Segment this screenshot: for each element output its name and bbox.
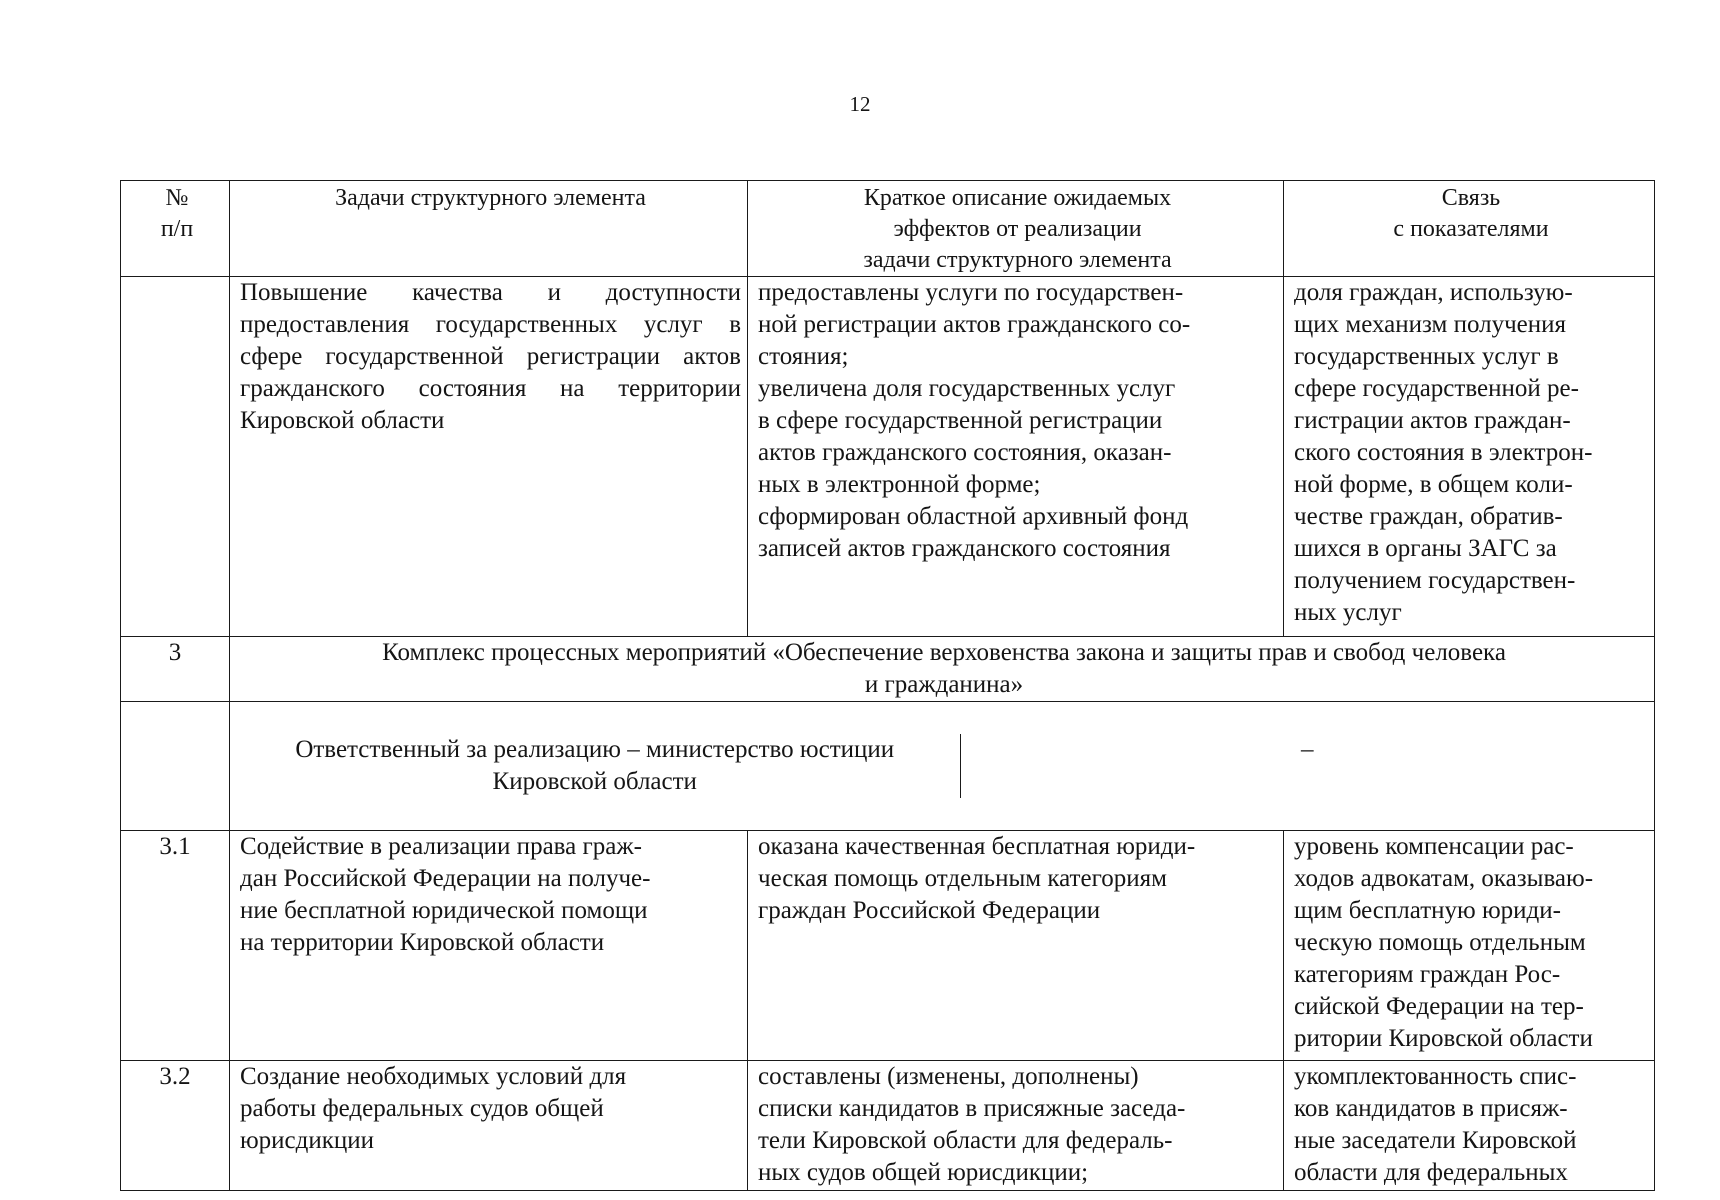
row-num bbox=[121, 277, 230, 637]
link-cell: уровень компенсации рас- ходов адвокатам, оказываю- щим бесплатную юриди- ческую помощь отдельным категориям граждан Рос- сийской Федерации на тер- ритории Кировской области bbox=[1284, 831, 1655, 1061]
page-number: 12 bbox=[849, 92, 871, 116]
responsible-value: – bbox=[960, 734, 1654, 798]
header-num: № п/п bbox=[121, 181, 230, 277]
effects-cell: предоставлены услуги по государствен- ной регистрации актов гражданского со- стояния; увеличена доля государственных услуг в сфере государственной регистрации актов гражданского состояния, оказан- ных в электронной форме; сформирован областной архивный фонд записей актов гражданского состояния bbox=[748, 277, 1284, 637]
row-num: 3.2 bbox=[121, 1061, 230, 1191]
header-tasks: Задачи структурного элемента bbox=[230, 181, 748, 277]
effects-cell: составлены (изменены, дополнены) списки кандидатов в присяжные заседа- тели Кировской области для федераль- ных судов общей юрисдикции; bbox=[748, 1061, 1284, 1191]
table-row bbox=[121, 277, 1655, 637]
header-effects: Краткое описание ожидаемых эффектов от реализации задачи структурного элемента bbox=[748, 181, 1284, 277]
task-cell: Создание необходимых условий для работы федеральных судов общей юрисдикции bbox=[230, 1061, 748, 1191]
header-link: Связь с показателями bbox=[1284, 181, 1655, 277]
section-num: 3 bbox=[121, 637, 230, 702]
table-row bbox=[121, 831, 1655, 1061]
row-num: 3.1 bbox=[121, 831, 230, 1061]
section-title: Комплекс процессных мероприятий «Обеспечение верховенства закона и защиты прав и свобод человека и гражданина» bbox=[230, 637, 1655, 702]
task-cell: Повышение качества и доступности предоставления государственных услуг в сфере государственной регистрации актов гражданского состояния на территории Кировской области bbox=[230, 277, 748, 637]
table-header-row bbox=[121, 181, 1655, 277]
effects-cell: оказана качественная бесплатная юриди- ческая помощь отдельным категориям граждан Российской Федерации bbox=[748, 831, 1284, 1061]
responsible-label: Ответственный за реализацию – министерство юстиции Кировской области bbox=[295, 736, 895, 795]
link-cell: доля граждан, использую- щих механизм получения государственных услуг в сфере государственной ре- гистрации актов граждан- ского состояния в электрон- ной форме, в общем коли- честве граждан, обратив- шихся в органы ЗАГС за получением государствен- ных услуг bbox=[1284, 277, 1655, 637]
responsible-inner bbox=[230, 734, 1654, 798]
responsible-cell bbox=[230, 702, 1655, 831]
section-row bbox=[121, 637, 1655, 702]
link-cell: укомплектованность спис- ков кандидатов в присяж- ные заседатели Кировской области для федеральных bbox=[1284, 1061, 1655, 1191]
task-cell: Содействие в реализации права граж- дан Российской Федерации на получе- ние бесплатной юридической помощи на территории Кировской области bbox=[230, 831, 748, 1061]
tasks-table bbox=[120, 180, 1655, 1191]
responsible-row bbox=[121, 702, 1655, 831]
table-row bbox=[121, 1061, 1655, 1191]
responsible-num bbox=[121, 702, 230, 831]
